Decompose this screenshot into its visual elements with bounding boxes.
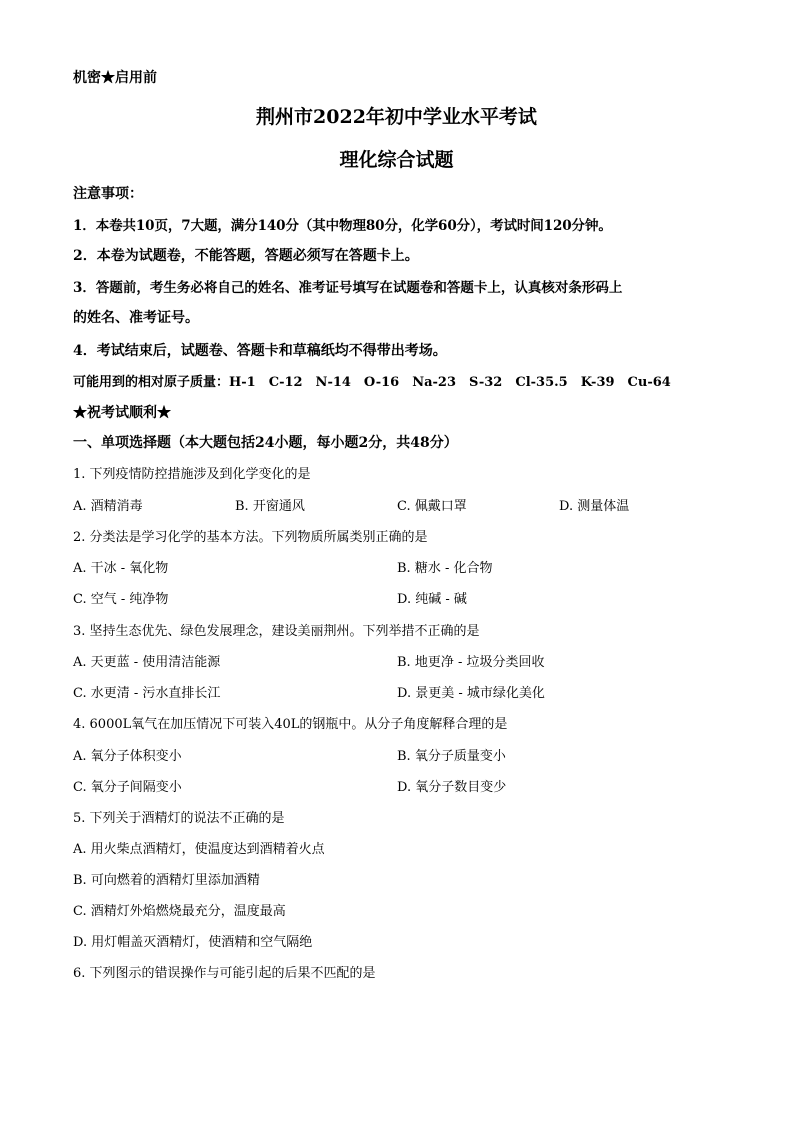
question-5-option-a: A. 用火柴点酒精灯，使温度达到酒精着火点 — [73, 842, 325, 857]
question-2-option-a: A. 干冰 - 氧化物 — [73, 561, 169, 576]
question-5-option-d: D. 用灯帽盖灭酒精灯，使酒精和空气隔绝 — [73, 935, 313, 950]
question-3-option-b: B. 地更净 - 垃圾分类回收 — [397, 655, 545, 670]
question-3-option-a: A. 天更蓝 - 使用清洁能源 — [73, 655, 221, 670]
exam-title: 荆州市2022年初中学业水平考试 — [256, 106, 537, 128]
question-4-option-d: D. 氧分子数目变少 — [397, 780, 507, 795]
notice-item-1: 1．本卷共10页，7大题，满分140分（其中物理80分，化学60分），考试时间120分钟。 — [73, 218, 612, 234]
exam-subtitle: 理化综合试题 — [339, 149, 454, 171]
question-4-stem: 4. 6000L氧气在加压情况下可装入40L的钢瓶中。从分子角度解释合理的是 — [73, 717, 508, 732]
question-1-option-b: B. 开窗通风 — [235, 499, 305, 514]
question-6-stem: 6. 下列图示的错误操作与可能引起的后果不匹配的是 — [73, 966, 376, 981]
question-3-option-d: D. 景更美 - 城市绿化美化 — [397, 686, 545, 701]
question-2-option-c: C. 空气 - 纯净物 — [73, 592, 169, 607]
question-4-option-a: A. 氧分子体积变小 — [73, 749, 182, 764]
notice-item-2: 2．本卷为试题卷，不能答题，答题必须写在答题卡上。 — [73, 248, 419, 264]
question-1-option-d: D. 测量体温 — [559, 499, 630, 514]
notice-item-4: 4．考试结束后，试题卷、答题卡和草稿纸均不得带出考场。 — [73, 343, 447, 359]
question-2-stem: 2. 分类法是学习化学的基本方法。下列物质所属类别正确的是 — [73, 530, 428, 545]
question-5-option-c: C. 酒精灯外焰燃烧最充分，温度最高 — [73, 904, 286, 919]
question-1-option-a: A. 酒精消毒 — [73, 499, 143, 514]
question-3-stem: 3. 坚持生态优先、绿色发展理念，建设美丽荆州。下列举措不正确的是 — [73, 624, 480, 639]
question-5-option-b: B. 可向燃着的酒精灯里添加酒精 — [73, 873, 260, 888]
notice-item-3-line-1: 3．答题前，考生务必将自己的姓名、准考证号填写在试题卷和答题卡上，认真核对条形码上 — [73, 280, 623, 296]
section-1-heading: 一、单项选择题（本大题包括24小题，每小题2分，共48分） — [73, 435, 458, 451]
confidential-label: 机密★启用前 — [73, 70, 157, 86]
question-4-option-c: C. 氧分子间隔变小 — [73, 780, 182, 795]
question-2-option-d: D. 纯碱 - 碱 — [397, 592, 467, 607]
notice-heading: 注意事项： — [73, 186, 143, 202]
atomic-masses: 可能用到的相对原子质量：H-1 C-12 N-14 O-16 Na-23 S-32 Cl-35.5 K-39 Cu-64 — [73, 375, 671, 390]
exam-wish: ★祝考试顺利★ — [73, 405, 171, 421]
question-4-option-b: B. 氧分子质量变小 — [397, 749, 506, 764]
question-3-option-c: C. 水更清 - 污水直排长江 — [73, 686, 221, 701]
question-5-stem: 5. 下列关于酒精灯的说法不正确的是 — [73, 811, 285, 826]
question-1-stem: 1. 下列疫情防控措施涉及到化学变化的是 — [73, 467, 311, 482]
question-1-option-c: C. 佩戴口罩 — [397, 499, 467, 514]
question-2-option-b: B. 糖水 - 化合物 — [397, 561, 493, 576]
notice-item-3-line-2: 的姓名、准考证号。 — [73, 310, 199, 326]
